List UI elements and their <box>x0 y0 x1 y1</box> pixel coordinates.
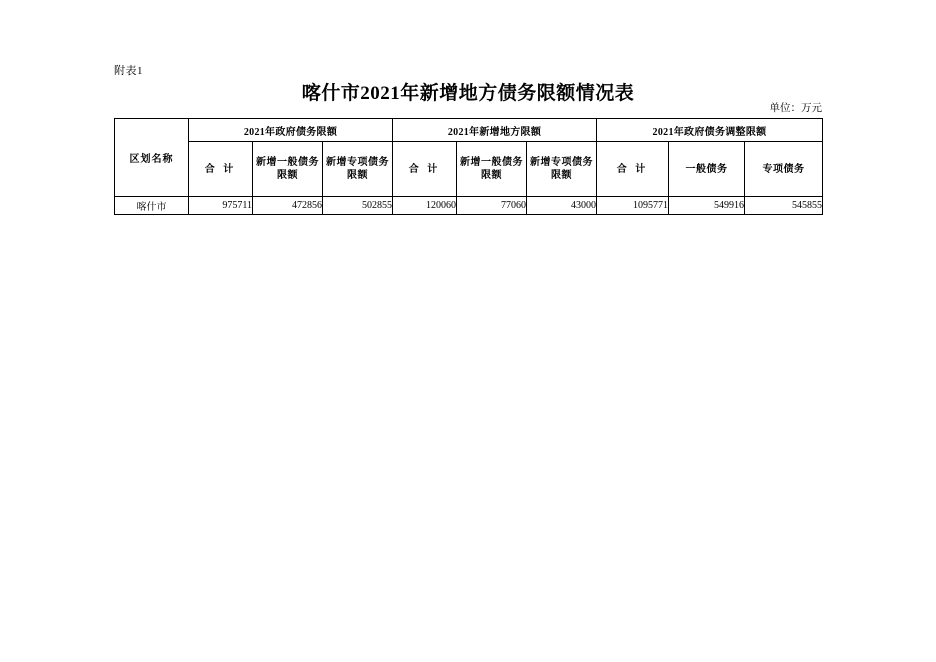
cell-value-8: 545855 <box>745 197 823 215</box>
header-sub-4: 新增一般债务限额 <box>457 142 527 197</box>
header-sub-2: 新增专项债务限额 <box>323 142 393 197</box>
cell-value-7: 549916 <box>669 197 745 215</box>
table-container <box>114 118 822 215</box>
header-region-name: 区划名称 <box>115 119 189 197</box>
cell-region: 喀什市 <box>115 197 189 215</box>
header-sub-1: 新增一般债务限额 <box>253 142 323 197</box>
header-group-1: 2021年新增地方限额 <box>393 119 597 142</box>
table-header-row-subheaders <box>115 142 823 197</box>
page-title: 喀什市2021年新增地方债务限额情况表 <box>301 83 635 104</box>
header-sub-0: 合 计 <box>189 142 253 197</box>
table-header-row-groups <box>115 119 823 142</box>
cell-value-6: 1095771 <box>597 197 669 215</box>
cell-value-1: 472856 <box>253 197 323 215</box>
unit-note: 单位：万元 <box>769 103 822 114</box>
table-row <box>115 197 823 215</box>
cell-value-2: 502855 <box>323 197 393 215</box>
cell-value-4: 77060 <box>457 197 527 215</box>
cell-value-3: 120060 <box>393 197 457 215</box>
header-sub-3: 合 计 <box>393 142 457 197</box>
header-sub-7: 一般债务 <box>669 142 745 197</box>
header-group-0: 2021年政府债务限额 <box>189 119 393 142</box>
header-group-2: 2021年政府债务调整限额 <box>597 119 823 142</box>
debt-limit-table <box>114 118 823 215</box>
header-sub-5: 新增专项债务限额 <box>527 142 597 197</box>
cell-value-0: 975711 <box>189 197 253 215</box>
header-sub-8: 专项债务 <box>745 142 823 197</box>
attachment-label: 附表1 <box>114 65 143 77</box>
cell-value-5: 43000 <box>527 197 597 215</box>
header-sub-6: 合 计 <box>597 142 669 197</box>
